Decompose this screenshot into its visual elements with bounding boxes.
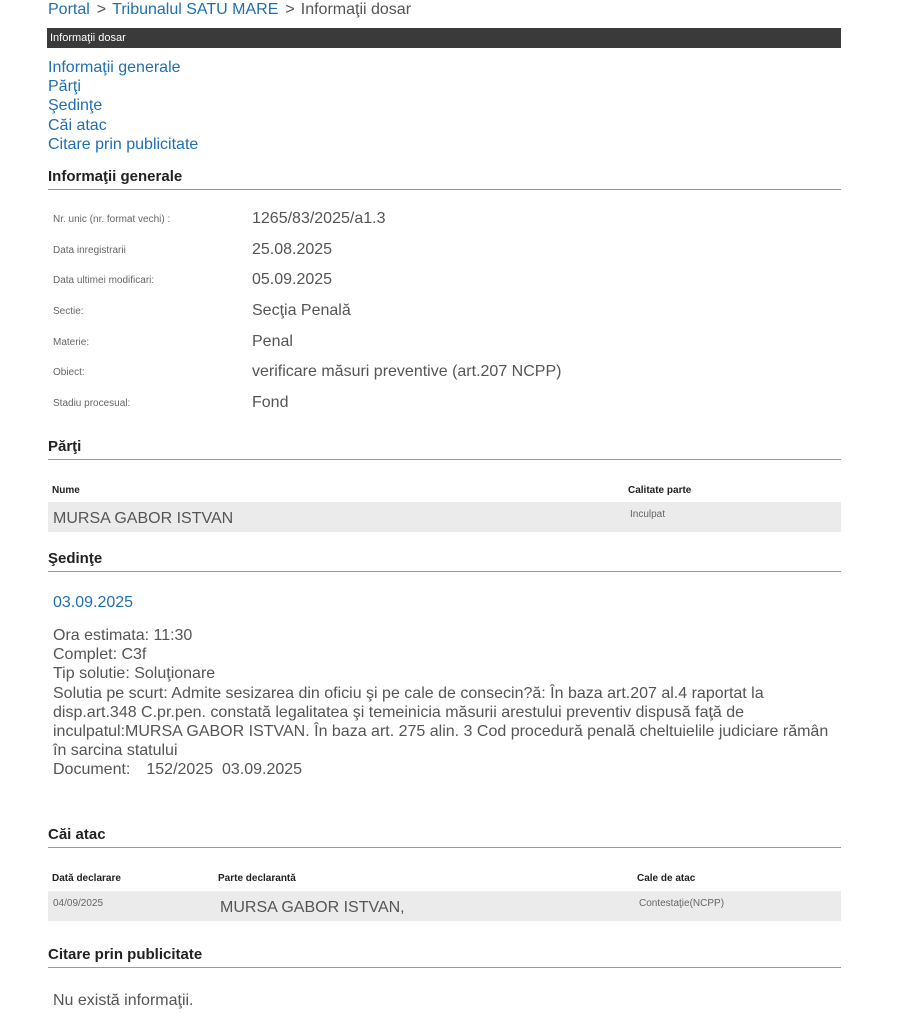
info-value: 25.08.2025 bbox=[252, 241, 333, 258]
info-label: Stadiu procesual: bbox=[53, 398, 131, 409]
info-label: Obiect: bbox=[53, 367, 85, 378]
table-row bbox=[48, 891, 841, 921]
breadcrumb-court-link[interactable]: Tribunalul SATU MARE bbox=[112, 1, 279, 18]
document-date: 03.09.2025 bbox=[222, 761, 303, 779]
appeal-party: MURSA GABOR ISTVAN, bbox=[220, 899, 405, 916]
party-role: Inculpat bbox=[630, 509, 666, 520]
info-row bbox=[53, 394, 833, 428]
breadcrumb-separator: > bbox=[96, 1, 107, 18]
section-heading-sedinte: Şedinţe bbox=[48, 550, 841, 572]
appeal-date: 04/09/2025 bbox=[53, 898, 104, 909]
solution-summary: Solutia pe scurt: Admite sesizarea din oficiu şi pe cale de consecin?ă: În baza art.207 al.4 raportat la disp.art.348 C.pr.pen. constată legalitatea şi temeinicia măsurii arestului preventiv dispusă faţă de inculpatul:MURSA GABOR ISTVAN. În baza art. 275 alin. 3 Cod procedură penală cheltuielile judiciare rămân în sarcina statului bbox=[53, 684, 829, 760]
nav-link-cai-atac[interactable]: Căi atac bbox=[48, 116, 107, 134]
info-label: Sectie: bbox=[53, 306, 84, 317]
info-value: Fond bbox=[252, 394, 289, 411]
info-row bbox=[53, 271, 833, 305]
info-value: verificare măsuri preventive (art.207 NCPP) bbox=[252, 363, 562, 380]
info-row bbox=[53, 363, 833, 397]
info-value: Secţia Penală bbox=[252, 302, 351, 319]
info-value: 05.09.2025 bbox=[252, 271, 333, 288]
appeal-type: Contestaţie(NCPP) bbox=[639, 898, 725, 909]
breadcrumb-portal-link[interactable]: Portal bbox=[48, 1, 90, 18]
nav-link-parti[interactable]: Părţi bbox=[48, 78, 81, 96]
breadcrumb-separator: > bbox=[285, 1, 295, 18]
info-row bbox=[53, 302, 833, 336]
solution-type: Tip solutie: Soluţionare bbox=[53, 665, 216, 683]
document-label: Document: bbox=[53, 761, 131, 779]
empty-state-message: Nu există informaţii. bbox=[53, 992, 194, 1009]
table-row bbox=[48, 502, 841, 532]
hearing-document bbox=[53, 760, 843, 779]
info-value: Penal bbox=[252, 333, 293, 350]
nav-link-informatii-generale[interactable]: Informaţii generale bbox=[48, 59, 181, 76]
column-header-data-declarare: Dată declarare bbox=[52, 873, 121, 884]
column-header-calitate: Calitate parte bbox=[628, 485, 692, 496]
document-number: 152/2025 bbox=[146, 761, 214, 779]
nav-link-citare[interactable]: Citare prin publicitate bbox=[48, 135, 199, 153]
info-row bbox=[53, 241, 833, 275]
breadcrumb-current: Informaţii dosar bbox=[300, 1, 412, 18]
column-header-parte-declaranta: Parte declarantă bbox=[218, 873, 296, 884]
column-header-nume: Nume bbox=[52, 485, 80, 496]
hearing-panel: Complet: C3f bbox=[53, 646, 147, 664]
info-label: Data ultimei modificari: bbox=[53, 275, 155, 286]
hearing-details bbox=[53, 626, 843, 780]
column-header-cale-atac: Cale de atac bbox=[637, 873, 696, 884]
section-heading-parti: Părţi bbox=[48, 438, 841, 460]
info-label: Materie: bbox=[53, 337, 90, 348]
section-heading-cai-atac: Căi atac bbox=[48, 826, 841, 848]
info-label: Nr. unic (nr. format vechi) : bbox=[53, 214, 171, 225]
section-heading-citare: Citare prin publicitate bbox=[48, 946, 841, 968]
page-title-bar: Informaţii dosar bbox=[47, 28, 841, 48]
hearing-time: Ora estimata: 11:30 bbox=[53, 627, 193, 644]
hearing-date: 03.09.2025 bbox=[53, 594, 134, 611]
info-value: 1265/83/2025/a1.3 bbox=[252, 210, 386, 227]
info-row bbox=[53, 210, 833, 244]
breadcrumb bbox=[48, 1, 411, 19]
section-nav bbox=[48, 58, 198, 154]
section-heading-general: Informaţii generale bbox=[48, 168, 841, 190]
party-name: MURSA GABOR ISTVAN bbox=[53, 510, 234, 527]
nav-link-sedinte[interactable]: Şedinţe bbox=[48, 97, 103, 115]
info-label: Data inregistrarii bbox=[53, 245, 126, 256]
